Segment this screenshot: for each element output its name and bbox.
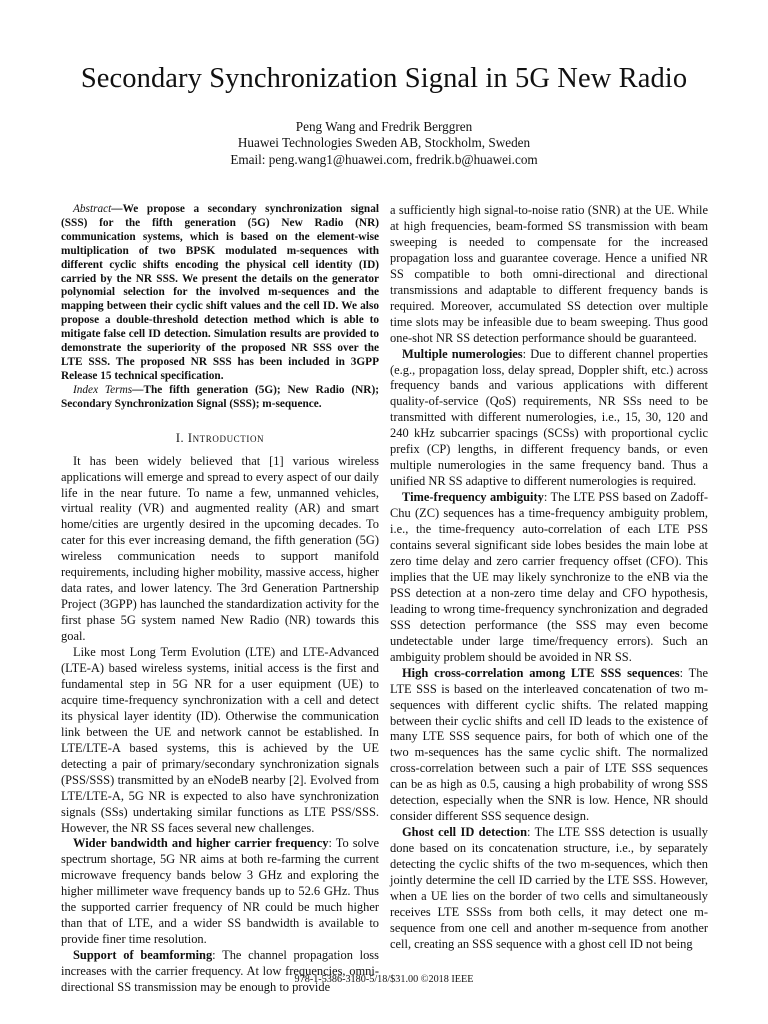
paragraph-text-bandwidth: : To solve spectrum shortage, 5G NR aims at both re-farming the current microwave frequency bands below 3 GHz and exploring the higher millimeter wave frequency bands up to 52.6 GHz. Thus the supported carrier frequency of NR could be much higher than that of LTE, and a wider SS bandwidth is available to provide finer time resolution.: [61, 836, 379, 947]
paragraph-lead-ghost: Ghost cell ID detection: [402, 825, 528, 840]
copyright-footer: 978-1-5386-3180-5/18/$31.00 ©2018 IEEE: [294, 974, 474, 985]
author-affiliation: Huawei Technologies Sweden AB, Stockholm, Sweden: [237, 135, 531, 150]
right-paragraph-numerologies: [390, 347, 708, 491]
index-terms-text: The fifth generation (5G); New Radio (NR); Secondary Synchronization Signal (SSS); m-sequence.: [61, 383, 379, 410]
paragraph-lead-beamforming: Support of beamforming: [73, 948, 213, 963]
paragraph-text-ambiguity: : The LTE PSS based on Zadoff-Chu (ZC) sequences has a time-frequency ambiguity problem, i.e., the time-frequency auto-correlation of each LTE PSS contains several significant side lobes besides the main lobe at zero time delay and zero carrier frequency offset (CFO). This implies that the UE may likely synchronize to the eNB via the PSS detection at a non-zero time delay and CFO hypothesis, leading to wrong time-frequency synchronization and degraded SSS detection performance (the SSS may even become undetectable under large time/frequency errors). Such an ambiguity problem should be avoided in NR SS.: [390, 490, 709, 664]
left-column: [61, 203, 379, 996]
right-paragraph-ambiguity: [390, 490, 708, 665]
paragraph-lead-ambiguity: Time-frequency ambiguity: [402, 490, 544, 505]
index-terms: [61, 384, 379, 412]
author-email: Email: peng.wang1@huawei.com, fredrik.b@huawei.com: [230, 152, 538, 167]
abstract: [61, 203, 379, 384]
intro-paragraph-2: Like most Long Term Evolution (LTE) and LTE-Advanced (LTE-A) based wireless systems, initial access is the first and fundamental step in 5G NR for a user equipment (UE) to acquire time-frequency synchronization with a cell and detect its physical layer identity (ID). Otherwise the communication link between the UE and network cannot be established. In LTE/LTE-A based systems, this is achieved by the UE detecting a pair of primary/secondary synchronization signals (PSS/SSS) transmitted by an eNodeB nearby [2]. Evolved from LTE/LTE-A, 5G NR is expected to also have synchronization signals (SSs) undertaking similar functions as LTE PSS/SSS. However, the NR SS faces several new challenges.: [61, 645, 379, 835]
right-paragraph-ghost: [390, 825, 708, 953]
abstract-text: We propose a secondary synchronization signal (SSS) for the fifth generation (5G) New Radio (NR) communication systems, which is based on the element-wise multiplication of two BPSK modulated m-sequences with different cyclic shifts encoding the physical cell identity (ID) carried by the NR SSS. We present the details on the generator polynomial selection for the involved m-sequences and the mapping between their cyclic shift values and the cell ID. We also propose a double-threshold detection method which is able to mitigate false cell ID detection. Simulation results are provided to demonstrate the superiority of the proposed NR SSS over the LTE SSS. The proposed NR SSS has been included in 3GPP Release 15 technical specification.: [61, 203, 379, 382]
abstract-dash: —: [111, 203, 123, 215]
paragraph-text-beamforming: : The channel propagation loss increases with the carrier frequency. At low frequencies, omni-directional SS transmission may be enough to provide: [61, 948, 379, 995]
paragraph-lead-bandwidth: Wider bandwidth and higher carrier frequency: [73, 836, 329, 851]
author-names: Peng Wang and Fredrik Berggren: [295, 119, 473, 134]
index-terms-dash: —: [132, 383, 144, 396]
paragraph-text-numerologies: : Due to different channel properties (e.g., propagation loss, delay spread, Doppler shift, etc.) across frequency bands and various applications with different quality-of-service (QoS) requirements, NR SSs need to be transmitted with different numerologies, i.e., 15, 30, 120 and 240 kHz subcarrier spacings (SCSs) with proportional cyclic prefix (CP) lengths, in different frequency bands, or even multiple numerologies in the same frequency band. Thus a unified NR SS adaptive to different numerologies is required.: [390, 346, 708, 489]
abstract-label: Abstract: [73, 203, 112, 215]
paragraph-lead-crosscorrelation: High cross-correlation among LTE SSS sequences: [402, 665, 680, 680]
section-heading-introduction: I. Introduction: [175, 430, 265, 445]
paragraph-text-crosscorrelation: : The LTE SSS is based on the interleaved concatenation of two m-sequences with different cyclic shifts. The related mapping between their cyclic shifts and cell ID leads to the existence of many LTE SSS sequence pairs, for both of which one of the two m-sequences has the same cyclic shift. The normalized cross-correlation between such a pair of LTE SSS sequences can be as high as 0.5, causing a high probability of wrong SSS detection, especially when the SNR is low. Hence, NR should consider different SSS sequence design.: [390, 665, 708, 824]
intro-paragraph-1: It has been widely believed that [1] various wireless applications will emerge and spread to every aspect of our daily life in the near future. To name a few, unmanned vehicles, virtual reality (VR) and augmented reality (AR) and smart home/cities are urgently desired in the upcoming decades. To cater for this ever increasing demand, the fifth generation (5G) wireless communication needs to support manifold requirements, including higher mobility, massive access, higher data rates, and lower latency. The 3rd Generation Partnership Project (3GPP) has launched the standardization activity for the first phase 5G system named New Radio (NR) towards this goal.: [61, 453, 379, 644]
right-paragraph-continued: a sufficiently high signal-to-noise ratio (SNR) at the UE. While at high frequencies, beam-formed SS transmission with beam sweeping is needed to compensate for the increased propagation loss and guarantee coverage. Hence a unified NR SS compatible to both omni-directional and directional transmissions and adaptable to different frequency bands is required. Moreover, accumulated SS detection over multiple time slots may be infeasible due to beam sweeping. Thus good one-shot NR SS detection performance should be guaranteed.: [390, 203, 708, 345]
paper-title: Secondary Synchronization Signal in 5G New Radio: [80, 63, 688, 94]
intro-paragraph-3: [61, 836, 379, 948]
right-paragraph-crosscorrelation: [390, 666, 708, 826]
right-column: [390, 203, 708, 953]
paragraph-lead-numerologies: Multiple numerologies: [402, 346, 523, 361]
paragraph-text-ghost: : The LTE SSS detection is usually done based on its concatenation structure, i.e., by separately detecting the cyclic shifts of the two m-sequences, which then jointly determine the cell ID carried by the LTE SSS. However, when a UE lies on the border of two cells and simultaneously receives LTE SSSs from both cells, it may detect one m-sequence from one cell and another m-sequence from another cell, creating an SSS sequence with a ghost cell ID not being: [390, 825, 709, 951]
index-terms-label: Index Terms: [73, 383, 133, 396]
